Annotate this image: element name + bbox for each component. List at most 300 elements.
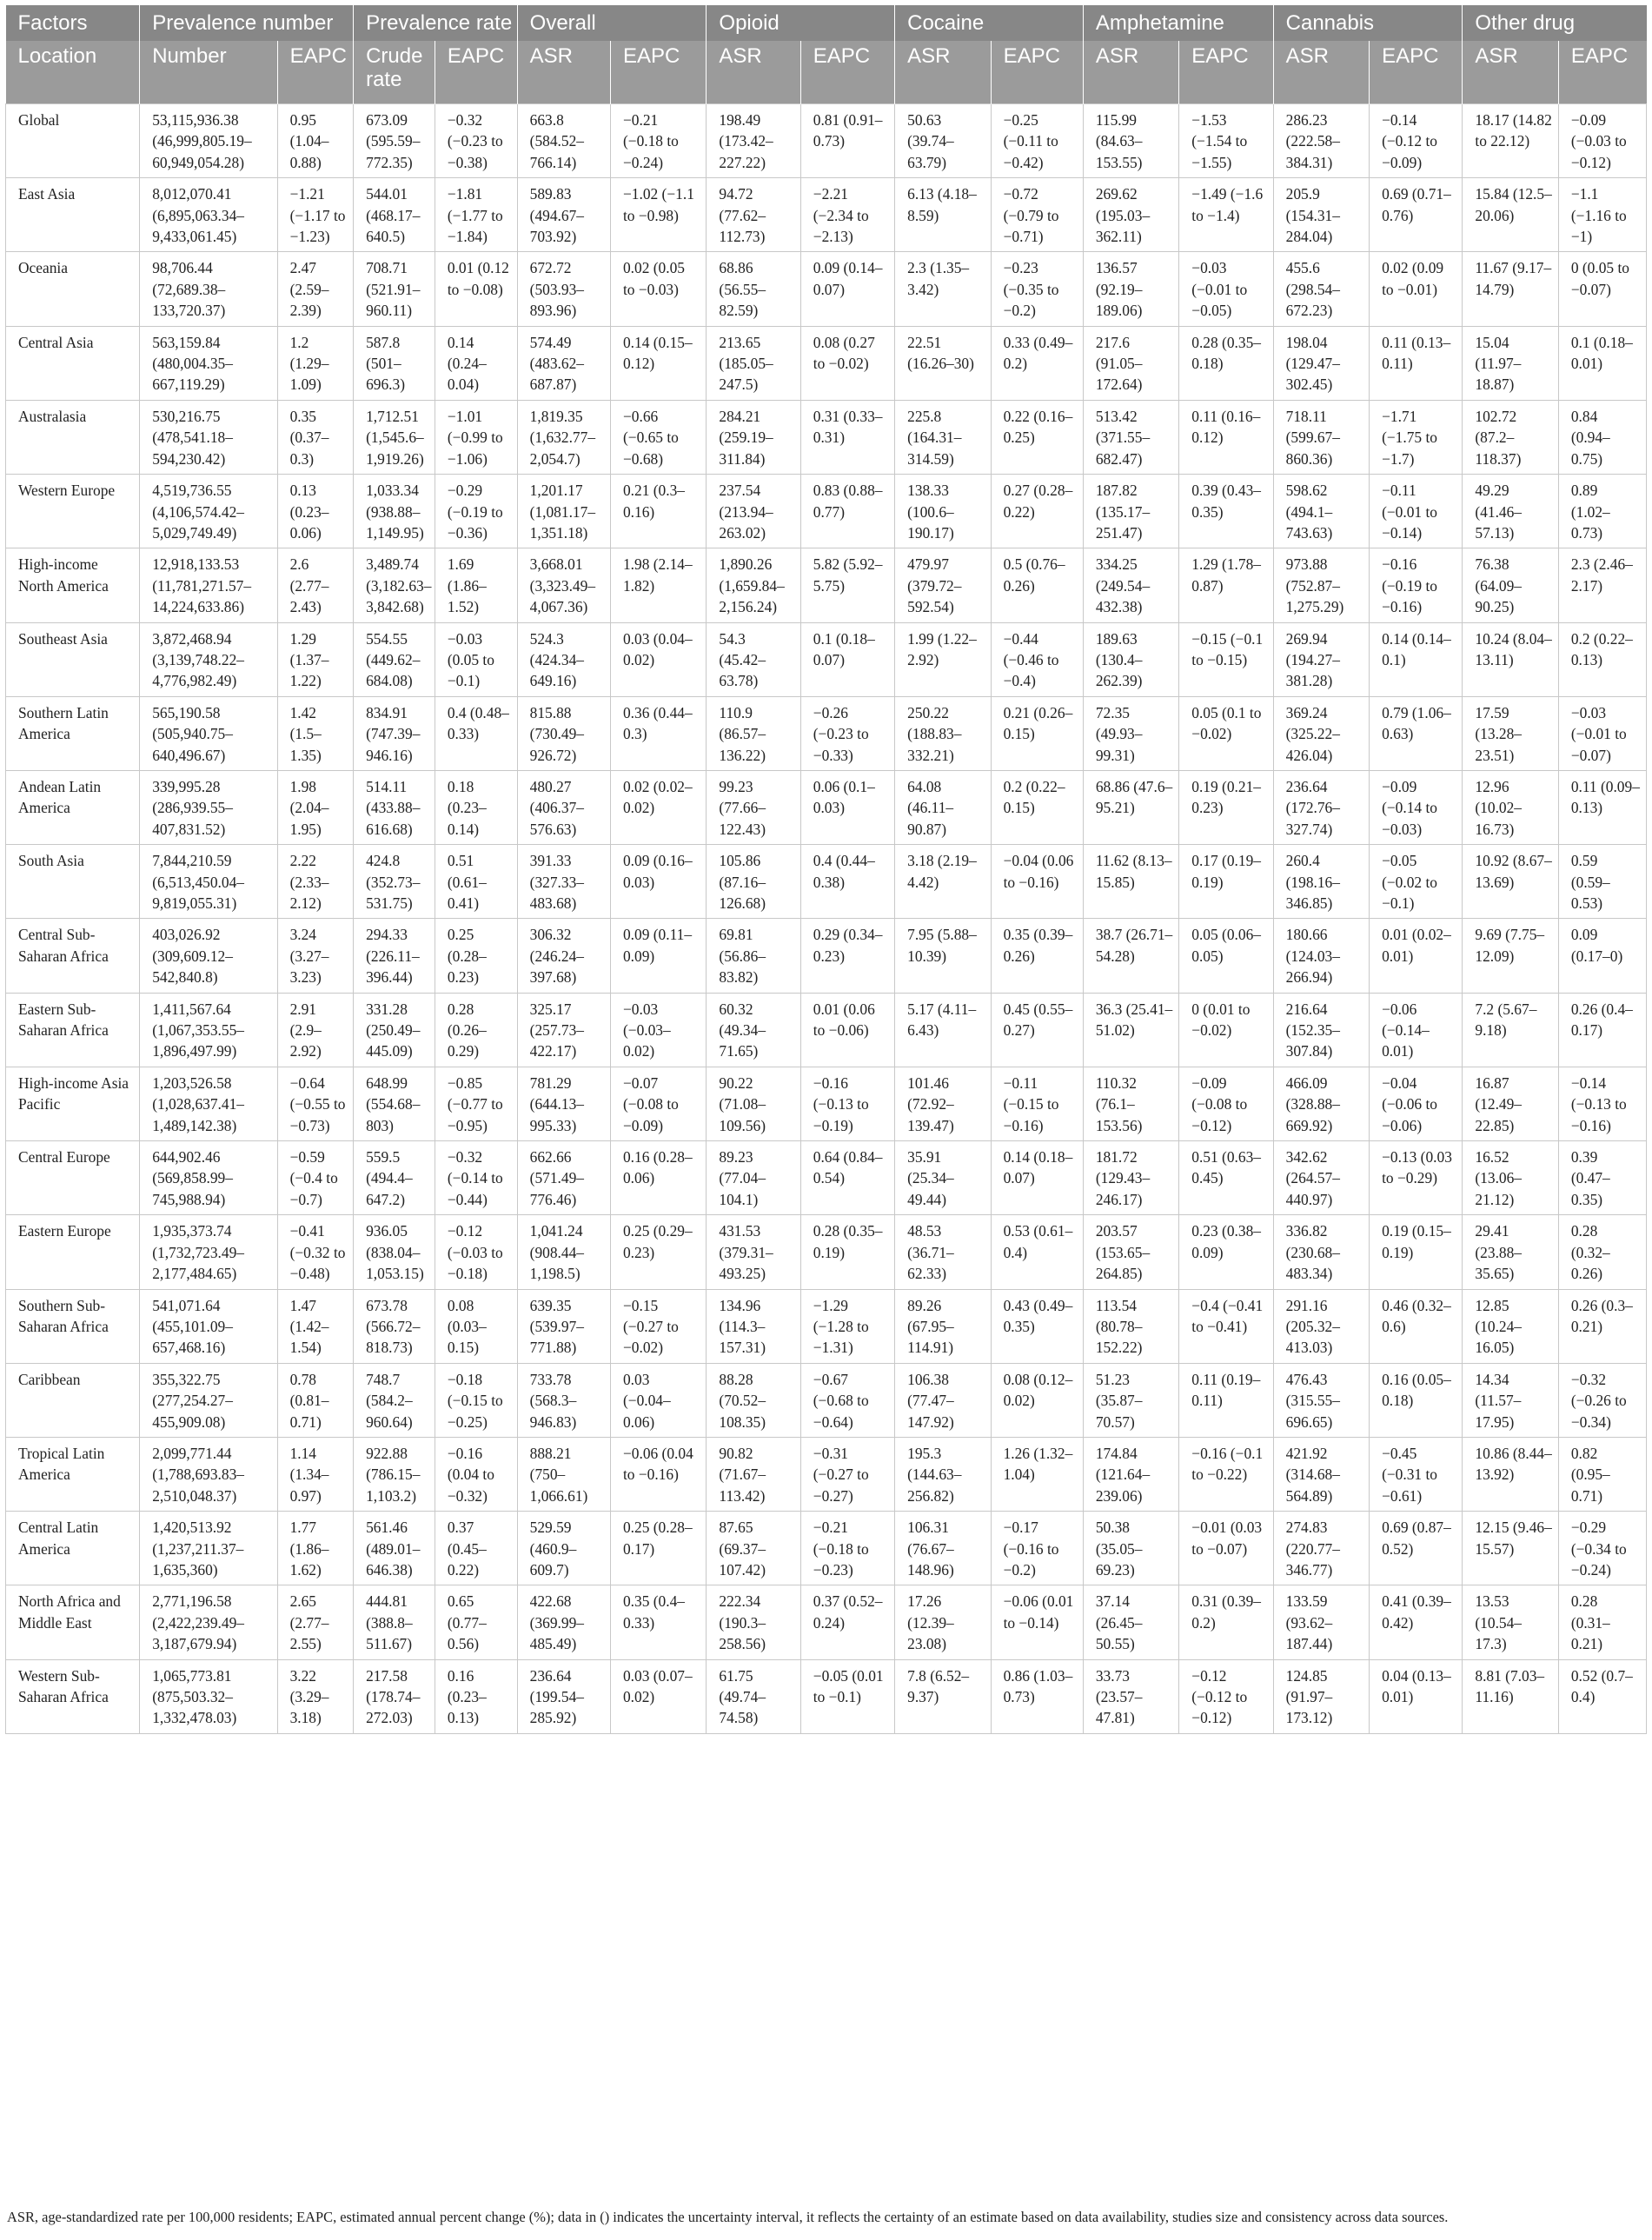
value-cell: 0 (0.01 to −0.02) — [1179, 993, 1273, 1067]
value-cell: −0.06 (0.04 to −0.16) — [610, 1437, 706, 1511]
value-cell: −1.71 (−1.75 to −1.7) — [1370, 400, 1463, 474]
value-cell: 0.25 (0.29–0.23) — [610, 1215, 706, 1289]
value-cell: 708.71 (521.91–960.11) — [354, 252, 435, 326]
value-cell: 0.31 (0.33–0.31) — [800, 400, 894, 474]
value-cell: 0.14 (0.14–0.1) — [1370, 622, 1463, 696]
value-cell: 15.84 (12.5–20.06) — [1463, 178, 1558, 252]
value-cell: 205.9 (154.31–284.04) — [1273, 178, 1369, 252]
value-cell: 2.6 (2.77–2.43) — [277, 548, 354, 622]
table-row — [6, 1659, 1647, 1733]
value-cell: 0.5 (0.76–0.26) — [991, 548, 1083, 622]
value-cell: 1.42 (1.5–1.35) — [277, 696, 354, 770]
value-cell: 0.37 (0.45–0.22) — [435, 1512, 517, 1585]
value-cell: 422.68 (369.99–485.49) — [517, 1585, 610, 1659]
value-cell: 133.59 (93.62–187.44) — [1273, 1585, 1369, 1659]
value-cell: 90.82 (71.67–113.42) — [707, 1437, 800, 1511]
value-cell: 2,099,771.44 (1,788,693.83–2,510,048.37) — [140, 1437, 277, 1511]
value-cell: 17.59 (13.28–23.51) — [1463, 696, 1558, 770]
value-cell: −0.32 (−0.14 to −0.44) — [435, 1141, 517, 1215]
value-cell: 514.11 (433.88–616.68) — [354, 770, 435, 844]
header-number: Number — [140, 41, 277, 104]
value-cell: 403,026.92 (309,609.12–542,840.8) — [140, 919, 277, 993]
value-cell: 0.08 (0.27 to −0.02) — [800, 326, 894, 400]
value-cell: 0.03 (0.04–0.02) — [610, 622, 706, 696]
value-cell: −0.59 (−0.4 to −0.7) — [277, 1141, 354, 1215]
value-cell: 8.81 (7.03–11.16) — [1463, 1659, 1558, 1733]
value-cell: −0.05 (−0.02 to −0.1) — [1370, 845, 1463, 919]
value-cell: 355,322.75 (277,254.27–455,909.08) — [140, 1363, 277, 1437]
value-cell: 1.14 (1.34–0.97) — [277, 1437, 354, 1511]
value-cell: 13.53 (10.54–17.3) — [1463, 1585, 1558, 1659]
value-cell: 7,844,210.59 (6,513,450.04–9,819,055.31) — [140, 845, 277, 919]
value-cell: 0.05 (0.1 to −0.02) — [1179, 696, 1273, 770]
value-cell: 181.72 (129.43–246.17) — [1083, 1141, 1178, 1215]
value-cell: 136.57 (92.19–189.06) — [1083, 252, 1178, 326]
table-footnote: ASR, age-standardized rate per 100,000 residents; EAPC, estimated annual percent change (%); data in () indicates the uncertainty interval, it reflects the certainty of an estimate based on data availability, studies size and consistency across data sources. — [7, 2209, 1449, 2225]
value-cell: 0.45 (0.55–0.27) — [991, 993, 1083, 1067]
value-cell: 110.32 (76.1–153.56) — [1083, 1067, 1178, 1140]
value-cell: 0.65 (0.77–0.56) — [435, 1585, 517, 1659]
value-cell: 33.73 (23.57–47.81) — [1083, 1659, 1178, 1733]
value-cell: 134.96 (114.3–157.31) — [707, 1289, 800, 1363]
value-cell: 0.28 (0.32–0.26) — [1558, 1215, 1646, 1289]
value-cell: −0.31 (−0.27 to −0.27) — [800, 1437, 894, 1511]
value-cell: 102.72 (87.2–118.37) — [1463, 400, 1558, 474]
table-row — [6, 252, 1647, 326]
table-row — [6, 1437, 1647, 1511]
value-cell: 87.65 (69.37–107.42) — [707, 1512, 800, 1585]
value-cell: 0.08 (0.12–0.02) — [991, 1363, 1083, 1437]
header-eapc: EAPC — [1179, 41, 1273, 104]
value-cell: 54.3 (45.42–63.78) — [707, 622, 800, 696]
value-cell: 1.26 (1.32–1.04) — [991, 1437, 1083, 1511]
value-cell: 3.24 (3.27–3.23) — [277, 919, 354, 993]
value-cell: 22.51 (16.26–30) — [895, 326, 991, 400]
value-cell: 113.54 (80.78–152.22) — [1083, 1289, 1178, 1363]
value-cell: 51.23 (35.87–70.57) — [1083, 1363, 1178, 1437]
value-cell: 0.69 (0.87–0.52) — [1370, 1512, 1463, 1585]
value-cell: 0.41 (0.39–0.42) — [1370, 1585, 1463, 1659]
location-cell: Central Latin America — [6, 1512, 140, 1585]
value-cell: 124.85 (91.97–173.12) — [1273, 1659, 1369, 1733]
value-cell: 587.8 (501–696.3) — [354, 326, 435, 400]
value-cell: 16.52 (13.06–21.12) — [1463, 1141, 1558, 1215]
value-cell: −0.01 (0.03 to −0.07) — [1179, 1512, 1273, 1585]
value-cell: 17.26 (12.39–23.08) — [895, 1585, 991, 1659]
table-row — [6, 400, 1647, 474]
value-cell: 1,420,513.92 (1,237,211.37–1,635,360) — [140, 1512, 277, 1585]
value-cell: 476.43 (315.55–696.65) — [1273, 1363, 1369, 1437]
value-cell: 565,190.58 (505,940.75–640,496.67) — [140, 696, 277, 770]
header-asr: ASR — [1463, 41, 1558, 104]
value-cell: 431.53 (379.31–493.25) — [707, 1215, 800, 1289]
value-cell: −0.09 (−0.14 to −0.03) — [1370, 770, 1463, 844]
value-cell: −0.45 (−0.31 to −0.61) — [1370, 1437, 1463, 1511]
value-cell: 424.8 (352.73–531.75) — [354, 845, 435, 919]
value-cell: 466.09 (328.88–669.92) — [1273, 1067, 1369, 1140]
value-cell: 8,012,070.41 (6,895,063.34–9,433,061.45) — [140, 178, 277, 252]
value-cell: −0.29 (−0.34 to −0.24) — [1558, 1512, 1646, 1585]
value-cell: 0.08 (0.03–0.15) — [435, 1289, 517, 1363]
value-cell: 198.49 (173.42–227.22) — [707, 104, 800, 178]
location-cell: Oceania — [6, 252, 140, 326]
value-cell: 1.98 (2.14–1.82) — [610, 548, 706, 622]
header-asr: ASR — [1273, 41, 1369, 104]
value-cell: 0.09 (0.17–0) — [1558, 919, 1646, 993]
value-cell: 1.2 (1.29–1.09) — [277, 326, 354, 400]
value-cell: 0 (0.05 to −0.07) — [1558, 252, 1646, 326]
value-cell: 216.64 (152.35–307.84) — [1273, 993, 1369, 1067]
value-cell: 544.01 (468.17–640.5) — [354, 178, 435, 252]
value-cell: 479.97 (379.72–592.54) — [895, 548, 991, 622]
value-cell: 0.18 (0.23–0.14) — [435, 770, 517, 844]
header-group-row — [6, 5, 1647, 41]
value-cell: 2.91 (2.9–2.92) — [277, 993, 354, 1067]
value-cell: 0.25 (0.28–0.17) — [610, 1512, 706, 1585]
value-cell: 101.46 (72.92–139.47) — [895, 1067, 991, 1140]
value-cell: 0.51 (0.61–0.41) — [435, 845, 517, 919]
value-cell: 0.36 (0.44–0.3) — [610, 696, 706, 770]
value-cell: 1,411,567.64 (1,067,353.55–1,896,497.99) — [140, 993, 277, 1067]
value-cell: −0.41 (−0.32 to −0.48) — [277, 1215, 354, 1289]
value-cell: 69.81 (56.86–83.82) — [707, 919, 800, 993]
header-crude-rate: Crude rate — [354, 41, 435, 104]
value-cell: −0.03 (0.05 to −0.1) — [435, 622, 517, 696]
value-cell: 50.63 (39.74–63.79) — [895, 104, 991, 178]
prevalence-table — [5, 5, 1647, 1734]
value-cell: 9.69 (7.75–12.09) — [1463, 919, 1558, 993]
value-cell: 2.3 (1.35–3.42) — [895, 252, 991, 326]
value-cell: 0.21 (0.26–0.15) — [991, 696, 1083, 770]
value-cell: 98,706.44 (72,689.38–133,720.37) — [140, 252, 277, 326]
header-eapc: EAPC — [610, 41, 706, 104]
value-cell: 3,872,468.94 (3,139,748.22–4,776,982.49) — [140, 622, 277, 696]
header-asr: ASR — [517, 41, 610, 104]
value-cell: 0.09 (0.16–0.03) — [610, 845, 706, 919]
location-cell: Caribbean — [6, 1363, 140, 1437]
value-cell: 72.35 (49.93–99.31) — [1083, 696, 1178, 770]
value-cell: −1.49 (−1.6 to −1.4) — [1179, 178, 1273, 252]
value-cell: 1.47 (1.42–1.54) — [277, 1289, 354, 1363]
value-cell: 50.38 (35.05–69.23) — [1083, 1512, 1178, 1585]
value-cell: 237.54 (213.94–263.02) — [707, 475, 800, 548]
value-cell: 7.2 (5.67–9.18) — [1463, 993, 1558, 1067]
value-cell: 455.6 (298.54–672.23) — [1273, 252, 1369, 326]
value-cell: 6.13 (4.18–8.59) — [895, 178, 991, 252]
value-cell: 68.86 (47.6–95.21) — [1083, 770, 1178, 844]
value-cell: −0.16 (−0.1 to −0.22) — [1179, 1437, 1273, 1511]
value-cell: −0.06 (0.01 to −0.14) — [991, 1585, 1083, 1659]
value-cell: 554.55 (449.62–684.08) — [354, 622, 435, 696]
value-cell: 0.11 (0.13–0.11) — [1370, 326, 1463, 400]
value-cell: 0.53 (0.61–0.4) — [991, 1215, 1083, 1289]
value-cell: 0.02 (0.09 to −0.01) — [1370, 252, 1463, 326]
value-cell: 0.16 (0.05–0.18) — [1370, 1363, 1463, 1437]
value-cell: 0.17 (0.19–0.19) — [1179, 845, 1273, 919]
value-cell: 644,902.46 (569,858.99–745,988.94) — [140, 1141, 277, 1215]
value-cell: 0.28 (0.35–0.18) — [1179, 326, 1273, 400]
value-cell: 0.4 (0.44–0.38) — [800, 845, 894, 919]
value-cell: 0.43 (0.49–0.35) — [991, 1289, 1083, 1363]
value-cell: −0.67 (−0.68 to −0.64) — [800, 1363, 894, 1437]
value-cell: 217.6 (91.05–172.64) — [1083, 326, 1178, 400]
value-cell: 0.59 (0.59–0.53) — [1558, 845, 1646, 919]
value-cell: 781.29 (644.13–995.33) — [517, 1067, 610, 1140]
value-cell: 0.46 (0.32–0.6) — [1370, 1289, 1463, 1363]
value-cell: 0.26 (0.4–0.17) — [1558, 993, 1646, 1067]
value-cell: 60.32 (49.34–71.65) — [707, 993, 800, 1067]
value-cell: 1,935,373.74 (1,732,723.49–2,177,484.65) — [140, 1215, 277, 1289]
location-cell: High-income Asia Pacific — [6, 1067, 140, 1140]
value-cell: −0.32 (−0.26 to −0.34) — [1558, 1363, 1646, 1437]
value-cell: 748.7 (584.2–960.64) — [354, 1363, 435, 1437]
table-row — [6, 104, 1647, 178]
value-cell: 0.64 (0.84–0.54) — [800, 1141, 894, 1215]
value-cell: 339,995.28 (286,939.55–407,831.52) — [140, 770, 277, 844]
value-cell: −1.81 (−1.77 to −1.84) — [435, 178, 517, 252]
value-cell: 1,890.26 (1,659.84–2,156.24) — [707, 548, 800, 622]
value-cell: 331.28 (250.49–445.09) — [354, 993, 435, 1067]
value-cell: 0.14 (0.18–0.07) — [991, 1141, 1083, 1215]
header-cocaine: Cocaine — [895, 5, 1084, 41]
table-row — [6, 1585, 1647, 1659]
value-cell: 0.35 (0.37–0.3) — [277, 400, 354, 474]
value-cell: 0.69 (0.71–0.76) — [1370, 178, 1463, 252]
value-cell: −0.14 (−0.13 to −0.16) — [1558, 1067, 1646, 1140]
value-cell: −0.03 (−0.01 to −0.07) — [1558, 696, 1646, 770]
value-cell: 0.89 (1.02–0.73) — [1558, 475, 1646, 548]
location-cell: Southern Latin America — [6, 696, 140, 770]
value-cell: 1.98 (2.04–1.95) — [277, 770, 354, 844]
value-cell: 2.22 (2.33–2.12) — [277, 845, 354, 919]
value-cell: −0.23 (−0.35 to −0.2) — [991, 252, 1083, 326]
value-cell: −1.1 (−1.16 to −1) — [1558, 178, 1646, 252]
value-cell: −0.72 (−0.79 to −0.71) — [991, 178, 1083, 252]
header-asr: ASR — [895, 41, 991, 104]
value-cell: 0.81 (0.91–0.73) — [800, 104, 894, 178]
value-cell: 513.42 (371.55–682.47) — [1083, 400, 1178, 474]
header-other-drug: Other drug — [1463, 5, 1647, 41]
value-cell: 68.86 (56.55–82.59) — [707, 252, 800, 326]
table-row — [6, 845, 1647, 919]
value-cell: −0.16 (−0.19 to −0.16) — [1370, 548, 1463, 622]
value-cell: 105.86 (87.16–126.68) — [707, 845, 800, 919]
value-cell: 18.17 (14.82 to 22.12) — [1463, 104, 1558, 178]
value-cell: 2,771,196.58 (2,422,239.49–3,187,679.94) — [140, 1585, 277, 1659]
value-cell: 662.66 (571.49–776.46) — [517, 1141, 610, 1215]
value-cell: 106.31 (76.67–148.96) — [895, 1512, 991, 1585]
table-row — [6, 1512, 1647, 1585]
value-cell: 0.35 (0.39–0.26) — [991, 919, 1083, 993]
value-cell: 1,712.51 (1,545.6–1,919.26) — [354, 400, 435, 474]
value-cell: 203.57 (153.65–264.85) — [1083, 1215, 1178, 1289]
value-cell: −0.03 (−0.01 to −0.05) — [1179, 252, 1273, 326]
value-cell: 334.25 (249.54–432.38) — [1083, 548, 1178, 622]
value-cell: 0.28 (0.31–0.21) — [1558, 1585, 1646, 1659]
header-factors: Factors — [6, 5, 140, 41]
value-cell: 815.88 (730.49–926.72) — [517, 696, 610, 770]
header-prevalence-number: Prevalence number — [140, 5, 354, 41]
value-cell: 480.27 (406.37–576.63) — [517, 770, 610, 844]
value-cell: 936.05 (838.04–1,053.15) — [354, 1215, 435, 1289]
value-cell: −0.44 (−0.46 to −0.4) — [991, 622, 1083, 696]
value-cell: 0.4 (0.48–0.33) — [435, 696, 517, 770]
header-amphetamine: Amphetamine — [1083, 5, 1273, 41]
value-cell: 16.87 (12.49–22.85) — [1463, 1067, 1558, 1140]
value-cell: 1.29 (1.78–0.87) — [1179, 548, 1273, 622]
header-eapc: EAPC — [991, 41, 1083, 104]
value-cell: 236.64 (199.54–285.92) — [517, 1659, 610, 1733]
value-cell: 0.16 (0.28–0.06) — [610, 1141, 706, 1215]
value-cell: 0.14 (0.24–0.04) — [435, 326, 517, 400]
value-cell: −0.09 (−0.08 to −0.12) — [1179, 1067, 1273, 1140]
value-cell: 574.49 (483.62–687.87) — [517, 326, 610, 400]
table-row — [6, 1141, 1647, 1215]
value-cell: 0.1 (0.18–0.07) — [800, 622, 894, 696]
value-cell: 106.38 (77.47–147.92) — [895, 1363, 991, 1437]
value-cell: 0.33 (0.49–0.2) — [991, 326, 1083, 400]
value-cell: 250.22 (188.83–332.21) — [895, 696, 991, 770]
location-cell: Eastern Europe — [6, 1215, 140, 1289]
value-cell: 639.35 (539.97–771.88) — [517, 1289, 610, 1363]
value-cell: 559.5 (494.4–647.2) — [354, 1141, 435, 1215]
value-cell: 0.03 (−0.04–0.06) — [610, 1363, 706, 1437]
value-cell: 29.41 (23.88–35.65) — [1463, 1215, 1558, 1289]
value-cell: 1,203,526.58 (1,028,637.41–1,489,142.38) — [140, 1067, 277, 1140]
value-cell: 0.01 (0.02–0.01) — [1370, 919, 1463, 993]
value-cell: 0.04 (0.13–0.01) — [1370, 1659, 1463, 1733]
value-cell: −0.11 (−0.15 to −0.16) — [991, 1067, 1083, 1140]
location-cell: Central Europe — [6, 1141, 140, 1215]
value-cell: 524.3 (424.34–649.16) — [517, 622, 610, 696]
table-row — [6, 326, 1647, 400]
value-cell: −0.85 (−0.77 to −0.95) — [435, 1067, 517, 1140]
header-eapc: EAPC — [435, 41, 517, 104]
location-cell: Tropical Latin America — [6, 1437, 140, 1511]
value-cell: 1.77 (1.86–1.62) — [277, 1512, 354, 1585]
header-eapc: EAPC — [800, 41, 894, 104]
value-cell: 306.32 (246.24–397.68) — [517, 919, 610, 993]
location-cell: Central Sub-Saharan Africa — [6, 919, 140, 993]
value-cell: −0.21 (−0.18 to −0.24) — [610, 104, 706, 178]
value-cell: 11.67 (9.17–14.79) — [1463, 252, 1558, 326]
value-cell: −1.02 (−1.1 to −0.98) — [610, 178, 706, 252]
value-cell: 14.34 (11.57–17.95) — [1463, 1363, 1558, 1437]
value-cell: 0.01 (0.12 to −0.08) — [435, 252, 517, 326]
table-row — [6, 1289, 1647, 1363]
value-cell: 530,216.75 (478,541.18–594,230.42) — [140, 400, 277, 474]
value-cell: −0.66 (−0.65 to −0.68) — [610, 400, 706, 474]
value-cell: 0.51 (0.63–0.45) — [1179, 1141, 1273, 1215]
value-cell: 3,489.74 (3,182.63–3,842.68) — [354, 548, 435, 622]
value-cell: 11.62 (8.13–15.85) — [1083, 845, 1178, 919]
value-cell: 0.39 (0.43–0.35) — [1179, 475, 1273, 548]
header-eapc: EAPC — [277, 41, 354, 104]
value-cell: 444.81 (388.8–511.67) — [354, 1585, 435, 1659]
value-cell: 2.3 (2.46–2.17) — [1558, 548, 1646, 622]
value-cell: 10.86 (8.44–13.92) — [1463, 1437, 1558, 1511]
value-cell: 0.26 (0.3–0.21) — [1558, 1289, 1646, 1363]
table-row — [6, 1363, 1647, 1437]
value-cell: 12,918,133.53 (11,781,271.57–14,224,633.86) — [140, 548, 277, 622]
value-cell: 115.99 (84.63–153.55) — [1083, 104, 1178, 178]
location-cell: Western Sub-Saharan Africa — [6, 1659, 140, 1733]
table-row — [6, 993, 1647, 1067]
value-cell: −0.32 (−0.23 to −0.38) — [435, 104, 517, 178]
value-cell: 195.3 (144.63–256.82) — [895, 1437, 991, 1511]
value-cell: −0.14 (−0.12 to −0.09) — [1370, 104, 1463, 178]
value-cell: 0.27 (0.28–0.22) — [991, 475, 1083, 548]
value-cell: 369.24 (325.22–426.04) — [1273, 696, 1369, 770]
value-cell: 53,115,936.38 (46,999,805.19–60,949,054.28) — [140, 104, 277, 178]
location-cell: Eastern Sub-Saharan Africa — [6, 993, 140, 1067]
value-cell: 3.22 (3.29–3.18) — [277, 1659, 354, 1733]
value-cell: 1.99 (1.22–2.92) — [895, 622, 991, 696]
header-prevalence-rate: Prevalence rate — [354, 5, 518, 41]
value-cell: 0.28 (0.35–0.19) — [800, 1215, 894, 1289]
value-cell: 7.8 (6.52–9.37) — [895, 1659, 991, 1733]
value-cell: 4,519,736.55 (4,106,574.42–5,029,749.49) — [140, 475, 277, 548]
value-cell: 342.62 (264.57–440.97) — [1273, 1141, 1369, 1215]
location-cell: North Africa and Middle East — [6, 1585, 140, 1659]
table-row — [6, 919, 1647, 993]
value-cell: −0.29 (−0.19 to −0.36) — [435, 475, 517, 548]
value-cell: 0.78 (0.81–0.71) — [277, 1363, 354, 1437]
value-cell: 673.09 (595.59–772.35) — [354, 104, 435, 178]
value-cell: 0.95 (1.04–0.88) — [277, 104, 354, 178]
location-cell: Central Asia — [6, 326, 140, 400]
value-cell: −0.4 (−0.41 to −0.41) — [1179, 1289, 1273, 1363]
value-cell: 274.83 (220.77–346.77) — [1273, 1512, 1369, 1585]
value-cell: 0.28 (0.26–0.29) — [435, 993, 517, 1067]
value-cell: 673.78 (566.72–818.73) — [354, 1289, 435, 1363]
value-cell: −0.05 (0.01 to −0.1) — [800, 1659, 894, 1733]
value-cell: 0.2 (0.22–0.15) — [991, 770, 1083, 844]
value-cell: 286.23 (222.58–384.31) — [1273, 104, 1369, 178]
value-cell: −0.07 (−0.08 to −0.09) — [610, 1067, 706, 1140]
table-row — [6, 1215, 1647, 1289]
value-cell: 5.17 (4.11–6.43) — [895, 993, 991, 1067]
value-cell: 1,201.17 (1,081.17–1,351.18) — [517, 475, 610, 548]
value-cell: 0.1 (0.18–0.01) — [1558, 326, 1646, 400]
value-cell: 0.11 (0.19–0.11) — [1179, 1363, 1273, 1437]
value-cell: 541,071.64 (455,101.09–657,468.16) — [140, 1289, 277, 1363]
value-cell: 3.18 (2.19–4.42) — [895, 845, 991, 919]
value-cell: −0.06 (−0.14–0.01) — [1370, 993, 1463, 1067]
value-cell: 0.23 (0.38–0.09) — [1179, 1215, 1273, 1289]
value-cell: 0.84 (0.94–0.75) — [1558, 400, 1646, 474]
value-cell: 12.96 (10.02–16.73) — [1463, 770, 1558, 844]
header-sub-row — [6, 41, 1647, 104]
value-cell: 198.04 (129.47–302.45) — [1273, 326, 1369, 400]
value-cell: 64.08 (46.11–90.87) — [895, 770, 991, 844]
value-cell: 0.29 (0.34–0.23) — [800, 919, 894, 993]
value-cell: 0.06 (0.1–0.03) — [800, 770, 894, 844]
value-cell: 49.29 (41.46–57.13) — [1463, 475, 1558, 548]
value-cell: 598.62 (494.1–743.63) — [1273, 475, 1369, 548]
value-cell: −0.64 (−0.55 to −0.73) — [277, 1067, 354, 1140]
value-cell: 0.16 (0.23–0.13) — [435, 1659, 517, 1733]
value-cell: −1.53 (−1.54 to −1.55) — [1179, 104, 1273, 178]
value-cell: −0.17 (−0.16 to −0.2) — [991, 1512, 1083, 1585]
value-cell: 12.15 (9.46–15.57) — [1463, 1512, 1558, 1585]
value-cell: 0.19 (0.15–0.19) — [1370, 1215, 1463, 1289]
value-cell: 0.39 (0.47–0.35) — [1558, 1141, 1646, 1215]
value-cell: −0.12 (−0.12 to −0.12) — [1179, 1659, 1273, 1733]
value-cell: 0.82 (0.95–0.71) — [1558, 1437, 1646, 1511]
table-body — [6, 104, 1647, 1734]
value-cell: 0.79 (1.06–0.63) — [1370, 696, 1463, 770]
